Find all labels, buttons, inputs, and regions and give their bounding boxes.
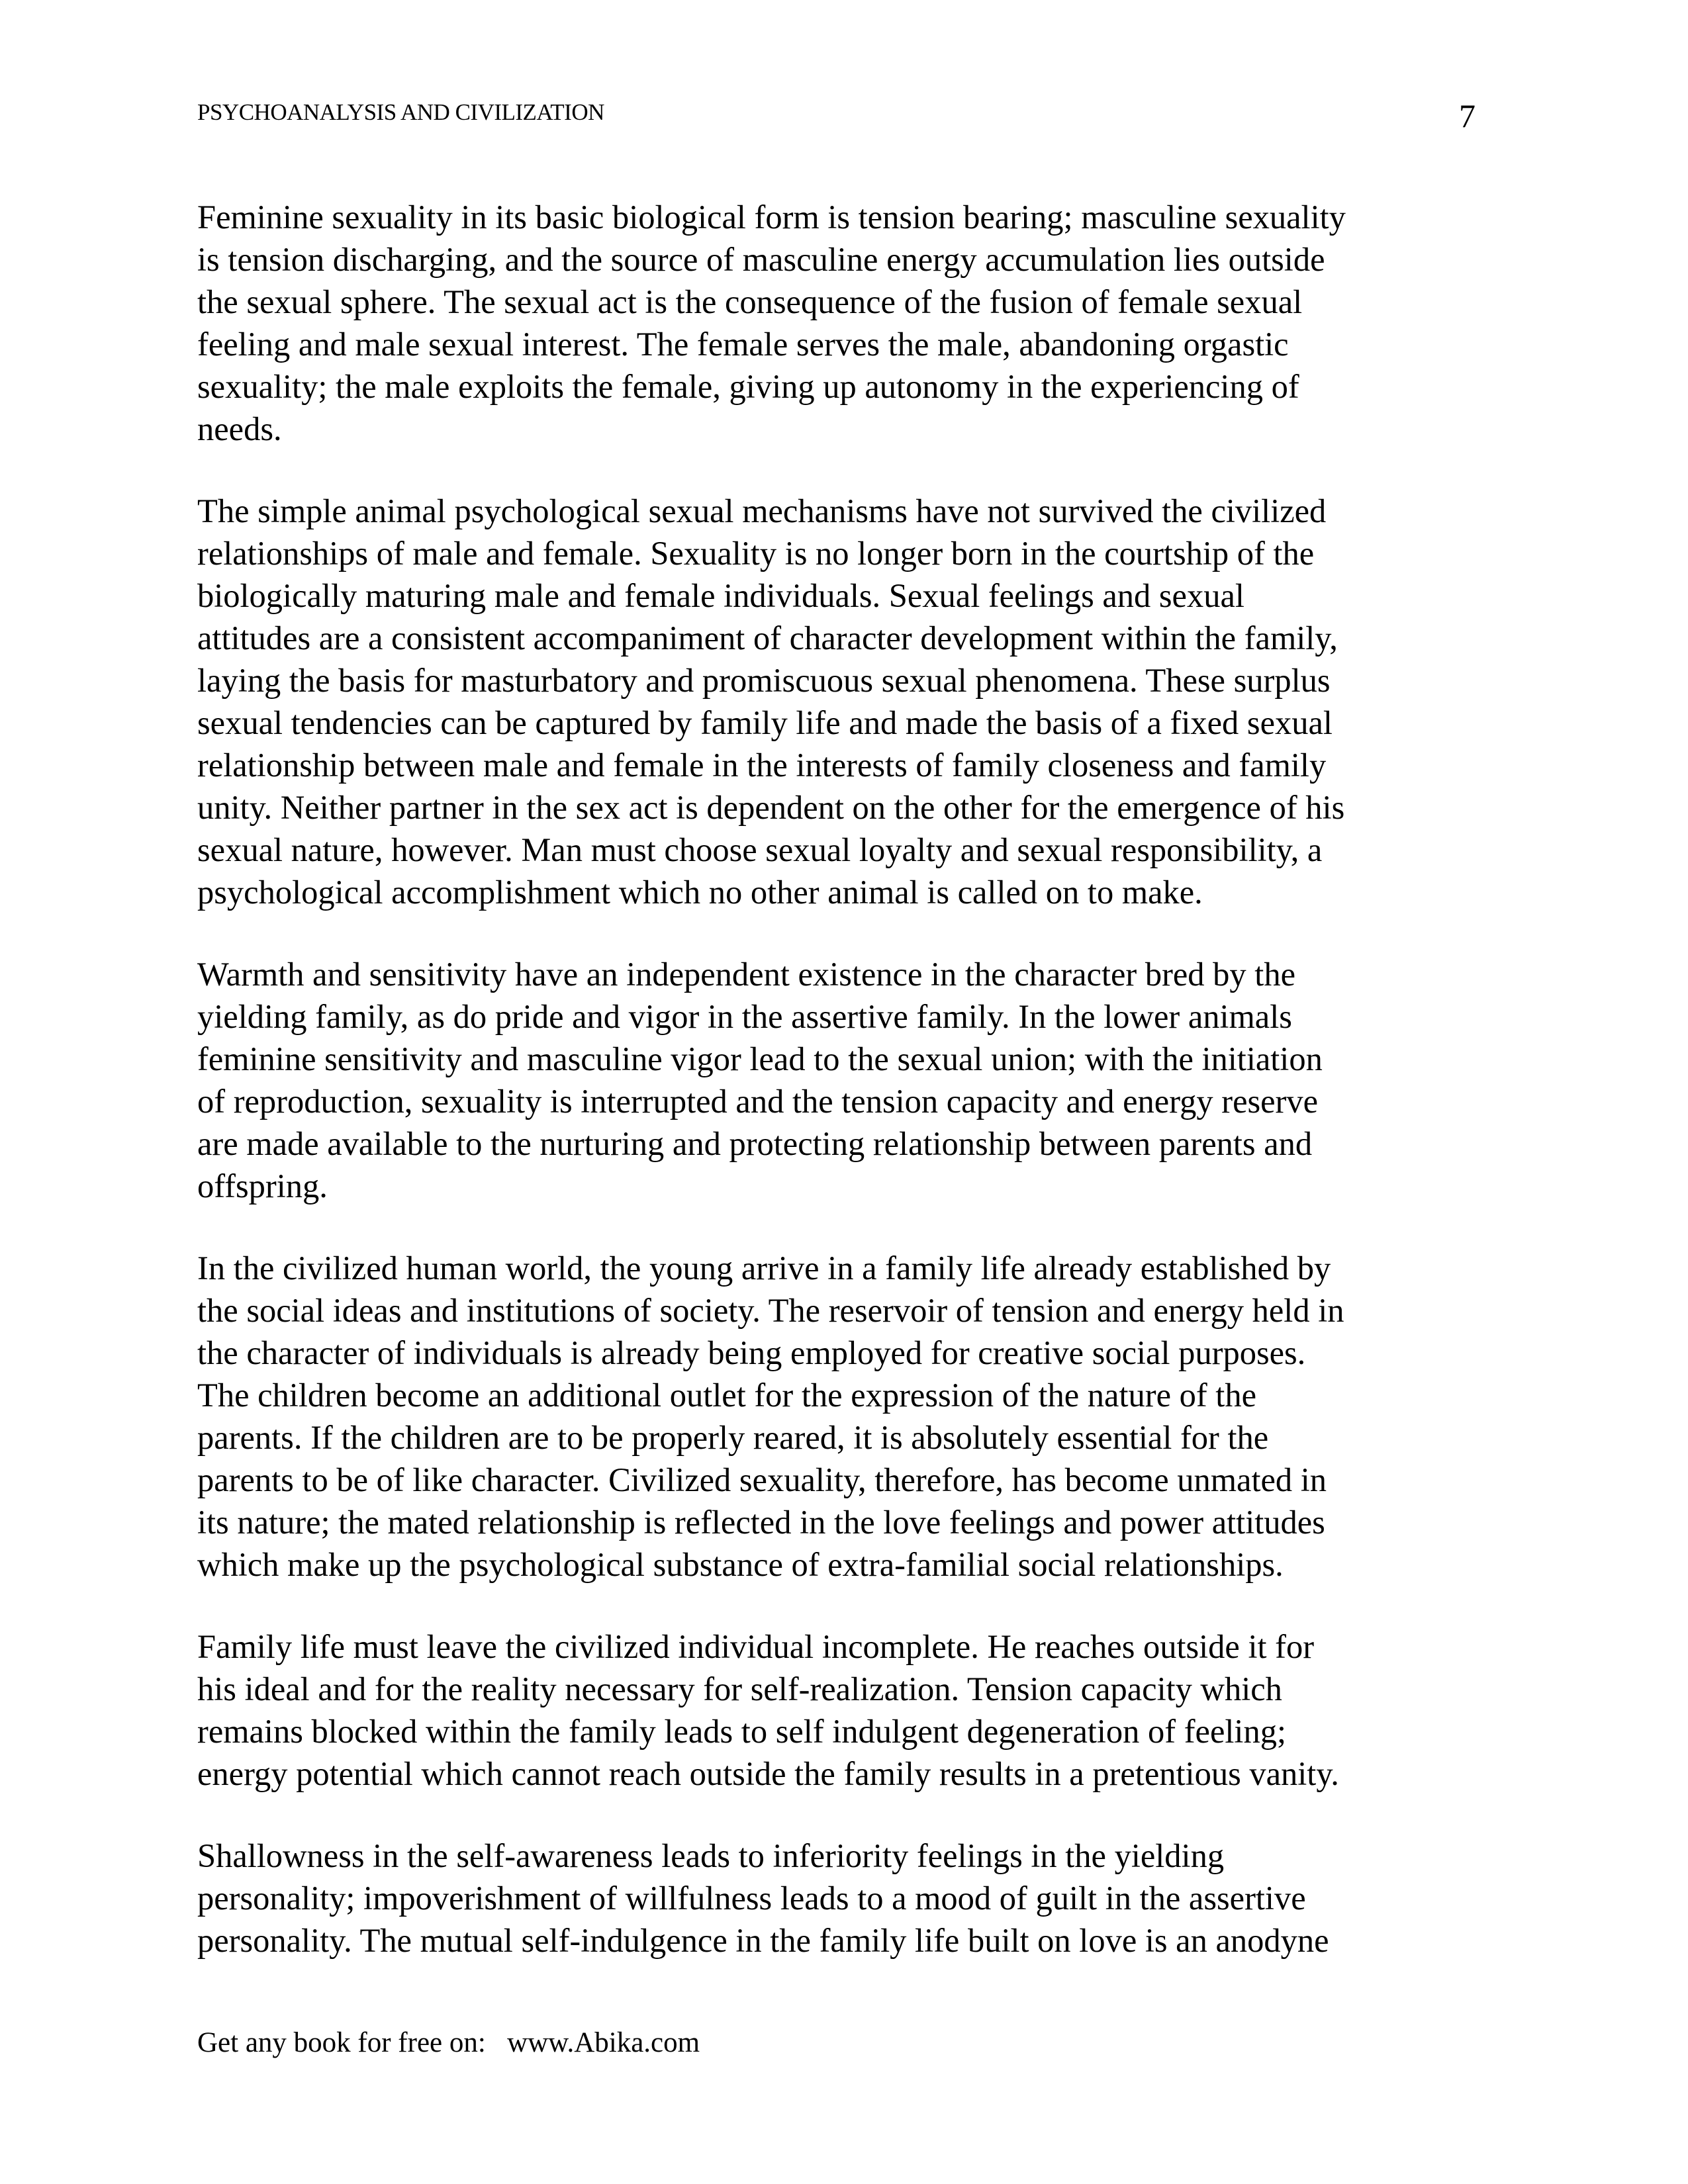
text-line: In the civilized human world, the young arrive in a family life already established by bbox=[197, 1250, 1331, 1287]
text-line: psychological accomplishment which no other animal is called on to make. bbox=[197, 874, 1203, 911]
text-line: its nature; the mated relationship is reflected in the love feelings and power attitudes bbox=[197, 1504, 1325, 1541]
text-line: yielding family, as do pride and vigor in the assertive family. In the lower animals bbox=[197, 998, 1292, 1035]
text-line: remains blocked within the family leads to self indulgent degeneration of feeling; bbox=[197, 1713, 1286, 1750]
text-line: feeling and male sexual interest. The female serves the male, abandoning orgastic bbox=[197, 326, 1289, 363]
text-line: The children become an additional outlet for the expression of the nature of the bbox=[197, 1377, 1256, 1414]
paragraph bbox=[197, 1835, 1495, 1962]
footer-label: Get any book for free on: bbox=[197, 2027, 486, 2058]
text-line: the social ideas and institutions of society. The reservoir of tension and energy held in bbox=[197, 1292, 1344, 1329]
text-line: the character of individuals is already being employed for creative social purposes. bbox=[197, 1334, 1306, 1371]
text-line: sexual nature, however. Man must choose sexual loyalty and sexual responsibility, a bbox=[197, 831, 1323, 868]
paragraph bbox=[197, 196, 1495, 450]
text-line: sexuality; the male exploits the female, giving up autonomy in the experiencing of bbox=[197, 368, 1299, 405]
text-line: Warmth and sensitivity have an independent existence in the character bred by the bbox=[197, 956, 1296, 993]
text-line: Shallowness in the self-awareness leads to inferiority feelings in the yielding bbox=[197, 1837, 1225, 1874]
footer-link[interactable]: www.Abika.com bbox=[507, 2027, 700, 2058]
paragraph bbox=[197, 1625, 1495, 1795]
text-line: laying the basis for masturbatory and promiscuous sexual phenomena. These surplus bbox=[197, 662, 1331, 699]
text-line: offspring. bbox=[197, 1167, 328, 1205]
text-line: attitudes are a consistent accompaniment of character development within the family, bbox=[197, 619, 1338, 657]
footer bbox=[197, 2026, 700, 2059]
text-line: the sexual sphere. The sexual act is the consequence of the fusion of female sexual bbox=[197, 283, 1303, 320]
text-line: relationships of male and female. Sexuality is no longer born in the courtship of the bbox=[197, 535, 1315, 572]
text-line: parents. If the children are to be properly reared, it is absolutely essential for the bbox=[197, 1419, 1269, 1456]
text-line: is tension discharging, and the source of masculine energy accumulation lies outside bbox=[197, 241, 1325, 278]
text-line: energy potential which cannot reach outside the family results in a pretentious vanity. bbox=[197, 1755, 1339, 1792]
text-line: of reproduction, sexuality is interrupted and the tension capacity and energy reserve bbox=[197, 1083, 1319, 1120]
text-line: are made available to the nurturing and protecting relationship between parents and bbox=[197, 1125, 1313, 1162]
text-line: needs. bbox=[197, 410, 282, 447]
text-line: his ideal and for the reality necessary for self-realization. Tension capacity which bbox=[197, 1670, 1282, 1707]
paragraph bbox=[197, 953, 1495, 1207]
text-line: Feminine sexuality in its basic biological form is tension bearing; masculine sexuality bbox=[197, 199, 1346, 236]
text-line: personality. The mutual self-indulgence in the family life built on love is an anodyne bbox=[197, 1922, 1329, 1959]
text-line: personality; impoverishment of willfulness leads to a mood of guilt in the assertive bbox=[197, 1880, 1306, 1917]
running-header-title: PSYCHOANALYSIS AND CIVILIZATION bbox=[197, 99, 604, 125]
paragraph bbox=[197, 490, 1495, 913]
text-line: biologically maturing male and female individuals. Sexual feelings and sexual bbox=[197, 577, 1244, 614]
text-line: The simple animal psychological sexual mechanisms have not survived the civilized bbox=[197, 492, 1327, 529]
paragraph bbox=[197, 1247, 1495, 1586]
text-line: unity. Neither partner in the sex act is dependent on the other for the emergence of his bbox=[197, 789, 1345, 826]
text-line: feminine sensitivity and masculine vigor lead to the sexual union; with the initiation bbox=[197, 1040, 1323, 1077]
body-text bbox=[197, 196, 1495, 2001]
text-line: sexual tendencies can be captured by family life and made the basis of a fixed sexual bbox=[197, 704, 1333, 741]
text-line: Family life must leave the civilized individual incomplete. He reaches outside it for bbox=[197, 1628, 1315, 1665]
text-line: relationship between male and female in the interests of family closeness and family bbox=[197, 747, 1327, 784]
page-number: 7 bbox=[1459, 97, 1476, 134]
text-line: which make up the psychological substance of extra-familial social relationships. bbox=[197, 1546, 1284, 1583]
text-line: parents to be of like character. Civilized sexuality, therefore, has become unmated in bbox=[197, 1461, 1327, 1498]
